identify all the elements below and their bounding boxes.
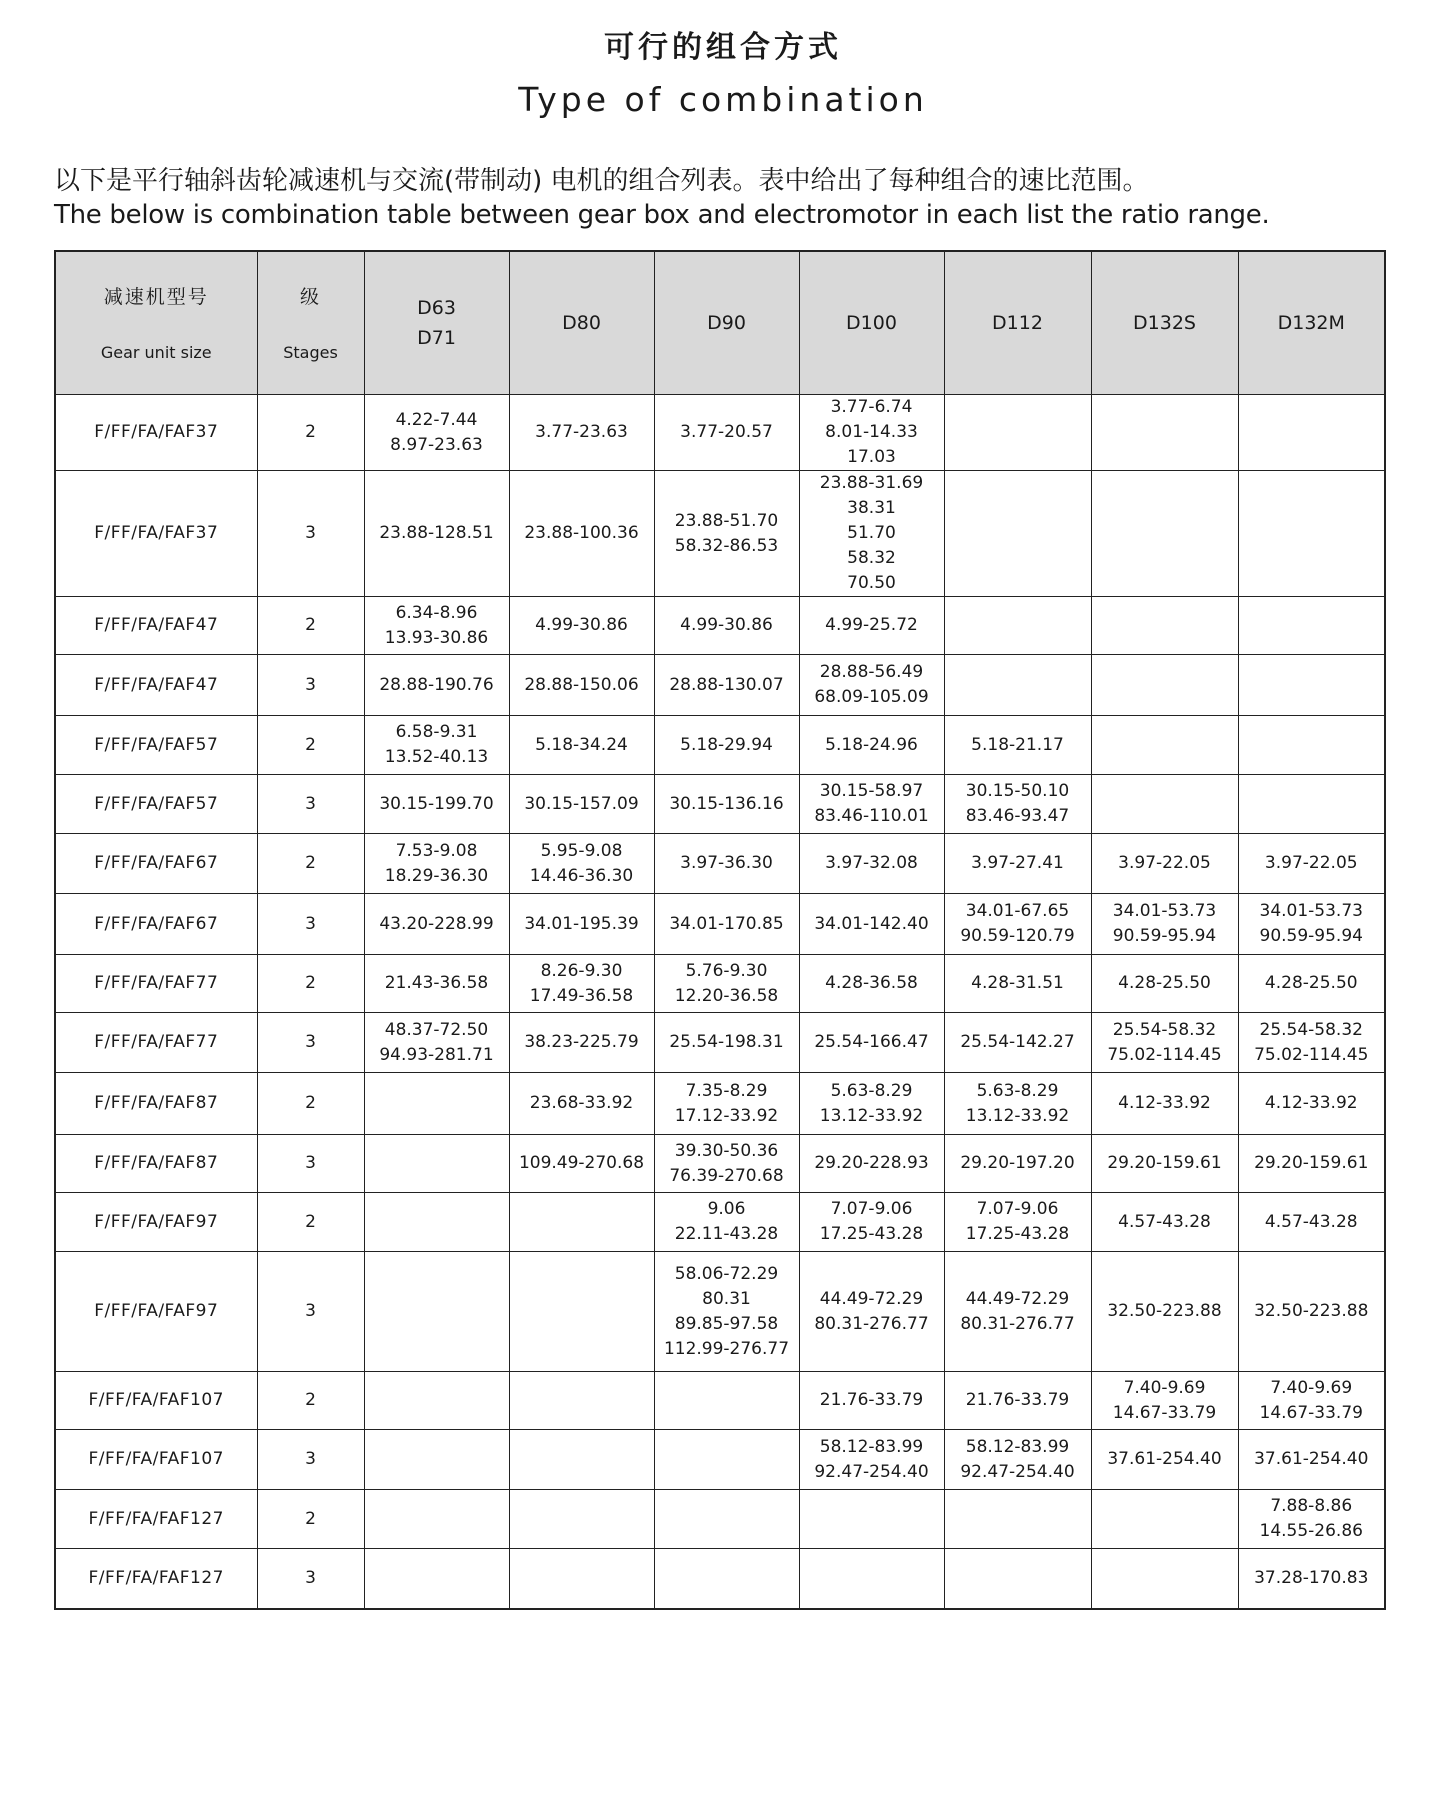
ratio-range-cell xyxy=(364,1252,509,1372)
ratio-range-cell: 4.57-43.28 xyxy=(1238,1193,1385,1252)
table-row xyxy=(55,1372,1385,1430)
ratio-range-cell: 34.01-53.73 90.59-95.94 xyxy=(1238,894,1385,955)
ratio-range-cell xyxy=(1238,597,1385,655)
ratio-range-cell xyxy=(509,1490,654,1549)
ratio-range-cell: 29.20-159.61 xyxy=(1238,1135,1385,1193)
stages-cell: 3 xyxy=(257,894,364,955)
table-row xyxy=(55,716,1385,775)
ratio-range-cell xyxy=(1091,655,1238,716)
ratio-range-cell: 43.20-228.99 xyxy=(364,894,509,955)
table-row xyxy=(55,1193,1385,1252)
ratio-range-cell xyxy=(509,1430,654,1490)
ratio-range-cell xyxy=(1091,1490,1238,1549)
ratio-range-cell: 44.49-72.29 80.31-276.77 xyxy=(799,1252,944,1372)
ratio-range-cell: 5.76-9.30 12.20-36.58 xyxy=(654,955,799,1013)
ratio-range-cell: 8.26-9.30 17.49-36.58 xyxy=(509,955,654,1013)
gear-unit-size-cell: F/FF/FA/FAF107 xyxy=(55,1430,257,1490)
ratio-range-cell xyxy=(509,1549,654,1609)
ratio-range-cell: 30.15-199.70 xyxy=(364,775,509,834)
gear-unit-size-cell: F/FF/FA/FAF67 xyxy=(55,834,257,894)
header-motor-d80: D80 xyxy=(509,251,654,395)
ratio-range-cell: 34.01-67.65 90.59-120.79 xyxy=(944,894,1091,955)
stages-cell: 2 xyxy=(257,1193,364,1252)
ratio-range-cell: 3.77-6.74 8.01-14.33 17.03 xyxy=(799,395,944,471)
ratio-range-cell: 4.28-31.51 xyxy=(944,955,1091,1013)
ratio-range-cell: 21.76-33.79 xyxy=(944,1372,1091,1430)
gear-unit-size-cell: F/FF/FA/FAF87 xyxy=(55,1135,257,1193)
ratio-range-cell: 23.88-100.36 xyxy=(509,471,654,597)
ratio-range-cell xyxy=(1238,655,1385,716)
stages-cell: 3 xyxy=(257,1252,364,1372)
table-row xyxy=(55,1252,1385,1372)
ratio-range-cell xyxy=(364,1193,509,1252)
gear-unit-size-cell: F/FF/FA/FAF127 xyxy=(55,1490,257,1549)
ratio-range-cell: 6.34-8.96 13.93-30.86 xyxy=(364,597,509,655)
stages-cell: 2 xyxy=(257,1490,364,1549)
ratio-range-cell xyxy=(1238,471,1385,597)
ratio-range-cell: 34.01-53.73 90.59-95.94 xyxy=(1091,894,1238,955)
ratio-range-cell: 5.63-8.29 13.12-33.92 xyxy=(799,1073,944,1135)
header-motor-d90: D90 xyxy=(654,251,799,395)
ratio-range-cell: 5.18-29.94 xyxy=(654,716,799,775)
ratio-range-cell xyxy=(1238,395,1385,471)
header-size-cn: 减速机型号 xyxy=(103,286,209,308)
table-row xyxy=(55,894,1385,955)
ratio-range-cell: 28.88-56.49 68.09-105.09 xyxy=(799,655,944,716)
ratio-range-cell: 23.88-31.69 38.31 51.70 58.32 70.50 xyxy=(799,471,944,597)
ratio-range-cell: 58.06-72.29 80.31 89.85-97.58 112.99-276.77 xyxy=(654,1252,799,1372)
ratio-range-cell: 7.07-9.06 17.25-43.28 xyxy=(799,1193,944,1252)
gear-unit-size-cell: F/FF/FA/FAF47 xyxy=(55,655,257,716)
ratio-range-cell: 4.12-33.92 xyxy=(1091,1073,1238,1135)
ratio-range-cell: 23.68-33.92 xyxy=(509,1073,654,1135)
ratio-range-cell: 34.01-170.85 xyxy=(654,894,799,955)
table-row xyxy=(55,1549,1385,1609)
gear-unit-size-cell: F/FF/FA/FAF77 xyxy=(55,1013,257,1073)
ratio-range-cell: 3.97-22.05 xyxy=(1238,834,1385,894)
ratio-range-cell: 5.18-34.24 xyxy=(509,716,654,775)
stages-cell: 3 xyxy=(257,1013,364,1073)
gear-unit-size-cell: F/FF/FA/FAF67 xyxy=(55,894,257,955)
gear-unit-size-cell: F/FF/FA/FAF97 xyxy=(55,1252,257,1372)
ratio-range-cell xyxy=(654,1490,799,1549)
ratio-range-cell: 28.88-190.76 xyxy=(364,655,509,716)
stages-cell: 3 xyxy=(257,471,364,597)
table-row xyxy=(55,1490,1385,1549)
ratio-range-cell: 109.49-270.68 xyxy=(509,1135,654,1193)
ratio-range-cell xyxy=(364,1073,509,1135)
table-header-row xyxy=(55,251,1385,395)
ratio-range-cell: 4.28-25.50 xyxy=(1238,955,1385,1013)
ratio-range-cell xyxy=(799,1549,944,1609)
gear-unit-size-cell: F/FF/FA/FAF87 xyxy=(55,1073,257,1135)
ratio-range-cell: 5.63-8.29 13.12-33.92 xyxy=(944,1073,1091,1135)
ratio-range-cell xyxy=(654,1430,799,1490)
header-stages xyxy=(257,251,364,395)
ratio-range-cell: 34.01-195.39 xyxy=(509,894,654,955)
ratio-range-cell: 30.15-136.16 xyxy=(654,775,799,834)
stages-cell: 2 xyxy=(257,597,364,655)
table-row xyxy=(55,1135,1385,1193)
ratio-range-cell: 3.97-27.41 xyxy=(944,834,1091,894)
ratio-range-cell xyxy=(1091,471,1238,597)
header-stages-en: Stages xyxy=(283,343,338,362)
ratio-range-cell: 25.54-142.27 xyxy=(944,1013,1091,1073)
table-row xyxy=(55,775,1385,834)
page-title-en: Type of combination xyxy=(518,80,928,119)
ratio-range-cell xyxy=(799,1490,944,1549)
table-row xyxy=(55,1430,1385,1490)
ratio-range-cell: 39.30-50.36 76.39-270.68 xyxy=(654,1135,799,1193)
ratio-range-cell: 25.54-58.32 75.02-114.45 xyxy=(1238,1013,1385,1073)
table-body xyxy=(55,395,1385,1609)
table-row xyxy=(55,1013,1385,1073)
ratio-range-cell: 5.18-24.96 xyxy=(799,716,944,775)
ratio-range-cell: 48.37-72.50 94.93-281.71 xyxy=(364,1013,509,1073)
ratio-range-cell: 34.01-142.40 xyxy=(799,894,944,955)
ratio-range-cell: 25.54-58.32 75.02-114.45 xyxy=(1091,1013,1238,1073)
header-stages-cn: 级 xyxy=(299,286,321,308)
ratio-range-cell: 30.15-58.97 83.46-110.01 xyxy=(799,775,944,834)
header-motor-d63-d71: D63 D71 xyxy=(364,251,509,395)
header-motor-d132s: D132S xyxy=(1091,251,1238,395)
ratio-range-cell: 7.35-8.29 17.12-33.92 xyxy=(654,1073,799,1135)
ratio-range-cell: 21.76-33.79 xyxy=(799,1372,944,1430)
table-row xyxy=(55,955,1385,1013)
stages-cell: 3 xyxy=(257,775,364,834)
ratio-range-cell xyxy=(944,395,1091,471)
ratio-range-cell: 21.43-36.58 xyxy=(364,955,509,1013)
ratio-range-cell xyxy=(1091,395,1238,471)
ratio-range-cell: 30.15-50.10 83.46-93.47 xyxy=(944,775,1091,834)
stages-cell: 2 xyxy=(257,1372,364,1430)
ratio-range-cell: 7.53-9.08 18.29-36.30 xyxy=(364,834,509,894)
ratio-range-cell: 4.12-33.92 xyxy=(1238,1073,1385,1135)
stages-cell: 2 xyxy=(257,1073,364,1135)
ratio-range-cell xyxy=(364,1430,509,1490)
ratio-range-cell: 58.12-83.99 92.47-254.40 xyxy=(944,1430,1091,1490)
ratio-range-cell xyxy=(1091,1549,1238,1609)
stages-cell: 3 xyxy=(257,1430,364,1490)
ratio-range-cell xyxy=(1238,775,1385,834)
ratio-range-cell: 4.28-36.58 xyxy=(799,955,944,1013)
ratio-range-cell: 4.99-30.86 xyxy=(654,597,799,655)
ratio-range-cell: 4.57-43.28 xyxy=(1091,1193,1238,1252)
ratio-range-cell xyxy=(654,1372,799,1430)
ratio-range-cell: 29.20-228.93 xyxy=(799,1135,944,1193)
ratio-range-cell: 38.23-225.79 xyxy=(509,1013,654,1073)
stages-cell: 2 xyxy=(257,955,364,1013)
ratio-range-cell xyxy=(1091,775,1238,834)
ratio-range-cell: 9.06 22.11-43.28 xyxy=(654,1193,799,1252)
gear-unit-size-cell: F/FF/FA/FAF37 xyxy=(55,471,257,597)
ratio-range-cell: 3.97-36.30 xyxy=(654,834,799,894)
ratio-range-cell: 25.54-166.47 xyxy=(799,1013,944,1073)
ratio-range-cell: 37.61-254.40 xyxy=(1238,1430,1385,1490)
ratio-range-cell xyxy=(509,1193,654,1252)
ratio-range-cell: 4.22-7.44 8.97-23.63 xyxy=(364,395,509,471)
ratio-range-cell: 7.07-9.06 17.25-43.28 xyxy=(944,1193,1091,1252)
table-row xyxy=(55,597,1385,655)
ratio-range-cell: 28.88-130.07 xyxy=(654,655,799,716)
ratio-range-cell xyxy=(1238,716,1385,775)
ratio-range-cell: 4.28-25.50 xyxy=(1091,955,1238,1013)
ratio-range-cell: 29.20-159.61 xyxy=(1091,1135,1238,1193)
ratio-range-cell xyxy=(509,1252,654,1372)
ratio-range-cell xyxy=(364,1490,509,1549)
table-row xyxy=(55,655,1385,716)
gear-unit-size-cell: F/FF/FA/FAF127 xyxy=(55,1549,257,1609)
ratio-range-cell: 25.54-198.31 xyxy=(654,1013,799,1073)
header-gear-unit-size xyxy=(55,251,257,395)
ratio-range-cell: 3.77-23.63 xyxy=(509,395,654,471)
table-row xyxy=(55,395,1385,471)
ratio-range-cell: 32.50-223.88 xyxy=(1091,1252,1238,1372)
ratio-range-cell: 4.99-30.86 xyxy=(509,597,654,655)
ratio-range-cell xyxy=(1091,716,1238,775)
ratio-range-cell xyxy=(944,471,1091,597)
ratio-range-cell: 37.61-254.40 xyxy=(1091,1430,1238,1490)
ratio-range-cell xyxy=(509,1372,654,1430)
ratio-range-cell: 58.12-83.99 92.47-254.40 xyxy=(799,1430,944,1490)
ratio-range-cell: 7.40-9.69 14.67-33.79 xyxy=(1238,1372,1385,1430)
ratio-range-cell: 28.88-150.06 xyxy=(509,655,654,716)
ratio-range-cell: 3.97-32.08 xyxy=(799,834,944,894)
table-row xyxy=(55,1073,1385,1135)
stages-cell: 2 xyxy=(257,395,364,471)
ratio-range-cell: 29.20-197.20 xyxy=(944,1135,1091,1193)
header-size-en: Gear unit size xyxy=(100,343,212,362)
description-en: The below is combination table between gear box and electromotor in each list the ratio range. xyxy=(54,200,1270,230)
header-motor-d100: D100 xyxy=(799,251,944,395)
gear-unit-size-cell: F/FF/FA/FAF47 xyxy=(55,597,257,655)
gear-unit-size-cell: F/FF/FA/FAF77 xyxy=(55,955,257,1013)
ratio-range-cell xyxy=(944,1549,1091,1609)
ratio-range-cell xyxy=(1091,597,1238,655)
ratio-range-cell: 23.88-128.51 xyxy=(364,471,509,597)
gear-unit-size-cell: F/FF/FA/FAF107 xyxy=(55,1372,257,1430)
stages-cell: 2 xyxy=(257,834,364,894)
stages-cell: 3 xyxy=(257,655,364,716)
ratio-range-cell xyxy=(654,1549,799,1609)
ratio-range-cell xyxy=(364,1549,509,1609)
table-row xyxy=(55,834,1385,894)
header-motor-d132m: D132M xyxy=(1238,251,1385,395)
ratio-range-cell: 30.15-157.09 xyxy=(509,775,654,834)
ratio-range-cell xyxy=(944,655,1091,716)
ratio-range-cell: 37.28-170.83 xyxy=(1238,1549,1385,1609)
table-row xyxy=(55,471,1385,597)
description-cn: 以下是平行轴斜齿轮减速机与交流(带制动) 电机的组合列表。表中给出了每种组合的速比范围。 xyxy=(54,166,1149,196)
ratio-range-cell xyxy=(364,1372,509,1430)
ratio-range-cell xyxy=(944,1490,1091,1549)
gear-unit-size-cell: F/FF/FA/FAF57 xyxy=(55,775,257,834)
ratio-range-cell: 23.88-51.70 58.32-86.53 xyxy=(654,471,799,597)
gear-unit-size-cell: F/FF/FA/FAF97 xyxy=(55,1193,257,1252)
ratio-range-cell xyxy=(364,1135,509,1193)
ratio-range-cell: 7.88-8.86 14.55-26.86 xyxy=(1238,1490,1385,1549)
ratio-range-cell: 44.49-72.29 80.31-276.77 xyxy=(944,1252,1091,1372)
ratio-range-cell xyxy=(944,597,1091,655)
ratio-range-cell: 7.40-9.69 14.67-33.79 xyxy=(1091,1372,1238,1430)
ratio-range-cell: 3.97-22.05 xyxy=(1091,834,1238,894)
page-title-cn: 可行的组合方式 xyxy=(604,30,842,65)
ratio-range-cell: 5.95-9.08 14.46-36.30 xyxy=(509,834,654,894)
header-motor-d112: D112 xyxy=(944,251,1091,395)
ratio-range-cell: 6.58-9.31 13.52-40.13 xyxy=(364,716,509,775)
stages-cell: 3 xyxy=(257,1135,364,1193)
ratio-range-cell: 3.77-20.57 xyxy=(654,395,799,471)
ratio-range-cell: 32.50-223.88 xyxy=(1238,1252,1385,1372)
stages-cell: 2 xyxy=(257,716,364,775)
gear-unit-size-cell: F/FF/FA/FAF57 xyxy=(55,716,257,775)
ratio-range-cell: 5.18-21.17 xyxy=(944,716,1091,775)
ratio-range-cell: 4.99-25.72 xyxy=(799,597,944,655)
combination-table xyxy=(54,250,1386,1610)
gear-unit-size-cell: F/FF/FA/FAF37 xyxy=(55,395,257,471)
stages-cell: 3 xyxy=(257,1549,364,1609)
